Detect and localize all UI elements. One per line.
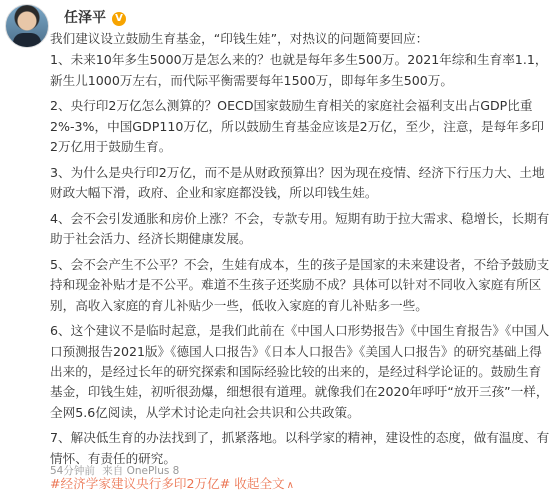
avatar[interactable] [5,4,49,48]
post-body [50,29,550,502]
chevron-up-icon: ∧ [286,480,294,492]
post-meta [50,463,179,478]
post-item-6: 6、这个建议不是临时起意，是我们此前在《中国人口形势报告》《中国生育报告》《中国人口预测报告2021版》《德国人口报告》《日本人口报告》《美国人口报告》的研究基础上得出来的，是经过长年的研究探索和国际经验比较的出来的，是经过科学论证的。鼓励生育基金，印钱生娃，初听很劲爆，细想很有道理。就像我们在2020年呼吁“放开三孩”一样，全网5.6亿阅读，从学术讨论走向社会共识和公共政策。 [50,323,550,420]
post-item-4: 4、会不会引发通胀和房价上涨？不会，专款专用。短期有助于拉大需求、稳增长，长期有助于社会活力、经济长期健康发展。 [50,210,550,247]
post-timestamp[interactable]: 54分钟前 [50,465,95,477]
post-item-2: 2、央行印2万亿怎么测算的？OECD国家鼓励生育相关的家庭社会福利支出占GDP比重2%-3%，中国GDP110万亿，所以鼓励生育基金应该是2万亿，至少，注意，是每年多印2万亿用于鼓励生育。 [50,98,545,154]
post-item-3: 3、为什么是央行印2万亿，而不是从财政预算出？因为现在疫情、经济下行压力大、土地财政大幅下滑，政府、企业和家庭都没钱，所以印钱生娃。 [50,164,545,201]
post-item-7: 7、解决低生育的办法找到了，抓紧落地。以科学家的精神，建设性的态度，做有温度、有情怀、有责任的研究。 [50,430,550,466]
source-prefix: 来自 [102,465,124,477]
hashtag-link[interactable]: #经济学家建议央行多印2万亿# [50,476,231,492]
device-source: OnePlus 8 [126,465,180,477]
post-header [64,7,126,27]
post-intro: 我们建议设立鼓励生育基金，“印钱生娃”，对热议的问题简要回应： [50,31,429,46]
post-item-1: 1、未来10年多生5000万是怎么来的？也就是每年多生500万。2021年综和生育率1.1，新生儿1000万左右，而代际平衡需要每年1500万，即每年多生500万。 [50,52,548,88]
collapse-label: 收起全文 [234,476,285,492]
username-link[interactable]: 任泽平 [64,10,106,26]
post-item-5: 5、会不会产生不公平？不会，生娃有成本，生的孩子是国家的未来建设者，不给予鼓励支持和现金补贴才是不公平。难道不生孩子还奖励不成？具体可以针对不同收入家庭有所区别，高收入家庭的育儿补贴少一些，低收入家庭的育儿补贴多一些。 [50,256,550,313]
verified-icon: V [112,12,126,26]
